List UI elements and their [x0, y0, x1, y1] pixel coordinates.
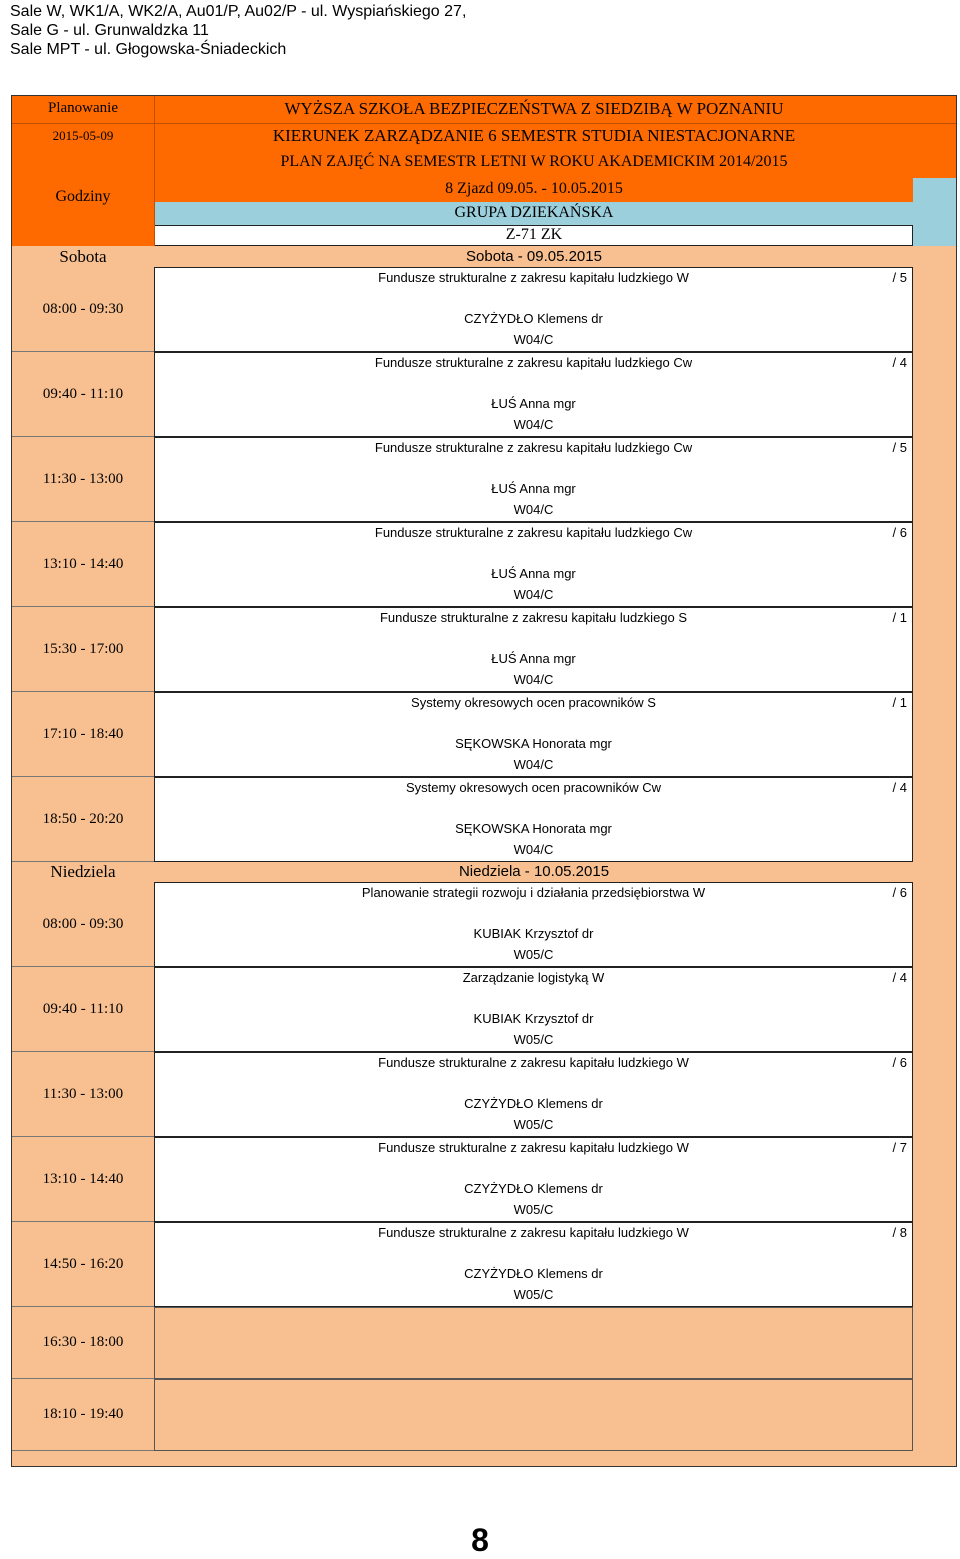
- teacher: ŁUŚ Anna mgr: [491, 566, 576, 581]
- group-number: / 4: [892, 970, 907, 985]
- schedule-slot[interactable]: [154, 692, 913, 777]
- room: W04/C: [513, 757, 554, 772]
- room: W04/C: [513, 842, 554, 857]
- group-number: / 5: [892, 270, 907, 285]
- time-cell: 11:30 - 13:00: [12, 437, 154, 522]
- plan-date: 2015-05-09: [52, 128, 114, 143]
- time-cell: 18:50 - 20:20: [12, 777, 154, 862]
- group-number: / 1: [892, 695, 907, 710]
- room: W04/C: [513, 417, 554, 432]
- schedule-table: [11, 95, 957, 1467]
- location-line-1: Sale W, WK1/A, WK2/A, Au01/P, Au02/P - ul. Wyspiańskiego 27,: [10, 3, 467, 20]
- group-number: / 4: [892, 780, 907, 795]
- teacher: CZYŻYDŁO Klemens dr: [464, 1181, 603, 1196]
- grupa-code: Z-71 ZK: [505, 226, 563, 243]
- schedule-slot[interactable]: [154, 522, 913, 607]
- teacher: ŁUŚ Anna mgr: [491, 396, 576, 411]
- subject: Fundusze strukturalne z zakresu kapitału ludzkiego S: [379, 610, 688, 625]
- day-label: Sobota: [59, 247, 107, 266]
- location-line-3: Sale MPT - ul. Głogowska-Śniadeckich: [10, 41, 287, 58]
- teacher: KUBIAK Krzysztof dr: [473, 1011, 594, 1026]
- group-number: / 6: [892, 525, 907, 540]
- schedule-slot[interactable]: [154, 967, 913, 1052]
- subject: Planowanie strategii rozwoju i działania przedsiębiorstwa W: [361, 885, 706, 900]
- room: W04/C: [513, 672, 554, 687]
- room: W04/C: [513, 587, 554, 602]
- time-cell: 08:00 - 09:30: [12, 267, 154, 352]
- grupa-label: GRUPA DZIEKAŃSKA: [454, 204, 614, 221]
- location-notes: [10, 2, 466, 59]
- plan-line: PLAN ZAJĘĆ NA SEMESTR LETNI W ROKU AKADEMICKIM 2014/2015: [280, 153, 788, 170]
- room: W05/C: [513, 1202, 554, 1217]
- group-number: / 5: [892, 440, 907, 455]
- time-cell: 11:30 - 13:00: [12, 1052, 154, 1137]
- day-title: Sobota - 09.05.2015: [466, 248, 602, 265]
- schedule-slot[interactable]: [154, 437, 913, 522]
- teacher: SĘKOWSKA Honorata mgr: [455, 736, 612, 751]
- time-cell: 16:30 - 18:00: [12, 1307, 154, 1379]
- godziny-label: Godziny: [55, 188, 111, 205]
- subject: Systemy okresowych ocen pracowników Cw: [405, 780, 662, 795]
- day-title: Niedziela - 10.05.2015: [458, 863, 610, 880]
- subject: Zarządzanie logistyką W: [462, 970, 605, 985]
- time-cell: 09:40 - 11:10: [12, 352, 154, 437]
- time-cell: 15:30 - 17:00: [12, 607, 154, 692]
- teacher: CZYŻYDŁO Klemens dr: [464, 1266, 603, 1281]
- schedule-slot[interactable]: [154, 607, 913, 692]
- subject: Fundusze strukturalne z zakresu kapitału ludzkiego Cw: [374, 355, 693, 370]
- schedule-slot[interactable]: [154, 1052, 913, 1137]
- room: W04/C: [513, 332, 554, 347]
- room: W05/C: [513, 1287, 554, 1302]
- page-number: 8: [471, 1522, 489, 1558]
- group-number: / 4: [892, 355, 907, 370]
- group-number: / 6: [892, 1055, 907, 1070]
- kierunek-line: KIERUNEK ZARZĄDZANIE 6 SEMESTR STUDIA NIESTACJONARNE: [272, 126, 796, 145]
- room: W05/C: [513, 1117, 554, 1132]
- subject: Fundusze strukturalne z zakresu kapitału ludzkiego W: [378, 270, 689, 285]
- room: W05/C: [513, 947, 554, 962]
- schedule-slot[interactable]: [154, 1137, 913, 1222]
- teacher: ŁUŚ Anna mgr: [491, 651, 576, 666]
- day-row-sunday: [12, 862, 913, 882]
- subject: Fundusze strukturalne z zakresu kapitału ludzkiego W: [378, 1225, 689, 1240]
- schedule-slot[interactable]: [154, 1222, 913, 1307]
- room: W05/C: [513, 1032, 554, 1047]
- school-name: WYŻSZA SZKOŁA BEZPIECZEŃSTWA Z SIEDZIBĄ W POZNANIU: [284, 99, 784, 118]
- schedule-slot[interactable]: [154, 267, 913, 352]
- subject: Fundusze strukturalne z zakresu kapitału ludzkiego Cw: [374, 525, 693, 540]
- subject: Fundusze strukturalne z zakresu kapitału ludzkiego Cw: [374, 440, 693, 455]
- schedule-slot[interactable]: [154, 777, 913, 862]
- room: W04/C: [513, 502, 554, 517]
- empty-slot: [154, 1379, 913, 1451]
- subject: Systemy okresowych ocen pracowników S: [411, 695, 656, 710]
- teacher: KUBIAK Krzysztof dr: [473, 926, 594, 941]
- teacher: CZYŻYDŁO Klemens dr: [464, 1096, 603, 1111]
- group-number: / 1: [892, 610, 907, 625]
- time-cell: 13:10 - 14:40: [12, 522, 154, 607]
- time-cell: 13:10 - 14:40: [12, 1137, 154, 1222]
- time-cell: 18:10 - 19:40: [12, 1379, 154, 1451]
- subject: Fundusze strukturalne z zakresu kapitału ludzkiego W: [378, 1055, 689, 1070]
- day-label: Niedziela: [50, 862, 116, 881]
- teacher: SĘKOWSKA Honorata mgr: [455, 821, 612, 836]
- time-cell: 14:50 - 16:20: [12, 1222, 154, 1307]
- schedule-slot[interactable]: [154, 882, 913, 967]
- day-row-saturday: [12, 247, 913, 267]
- time-cell: 08:00 - 09:30: [12, 882, 154, 967]
- group-number: / 7: [892, 1140, 907, 1155]
- planowanie-label: Planowanie: [48, 100, 118, 116]
- group-number: / 8: [892, 1225, 907, 1240]
- time-cell: 09:40 - 11:10: [12, 967, 154, 1052]
- time-cell: 17:10 - 18:40: [12, 692, 154, 777]
- schedule-slot[interactable]: [154, 352, 913, 437]
- subject: Fundusze strukturalne z zakresu kapitału ludzkiego W: [378, 1140, 689, 1155]
- empty-slot: [154, 1307, 913, 1379]
- teacher: ŁUŚ Anna mgr: [491, 481, 576, 496]
- location-line-2: Sale G - ul. Grunwaldzka 11: [10, 22, 209, 39]
- teacher: CZYŻYDŁO Klemens dr: [464, 311, 603, 326]
- group-number: / 6: [892, 885, 907, 900]
- zjazd-line: 8 Zjazd 09.05. - 10.05.2015: [445, 180, 623, 197]
